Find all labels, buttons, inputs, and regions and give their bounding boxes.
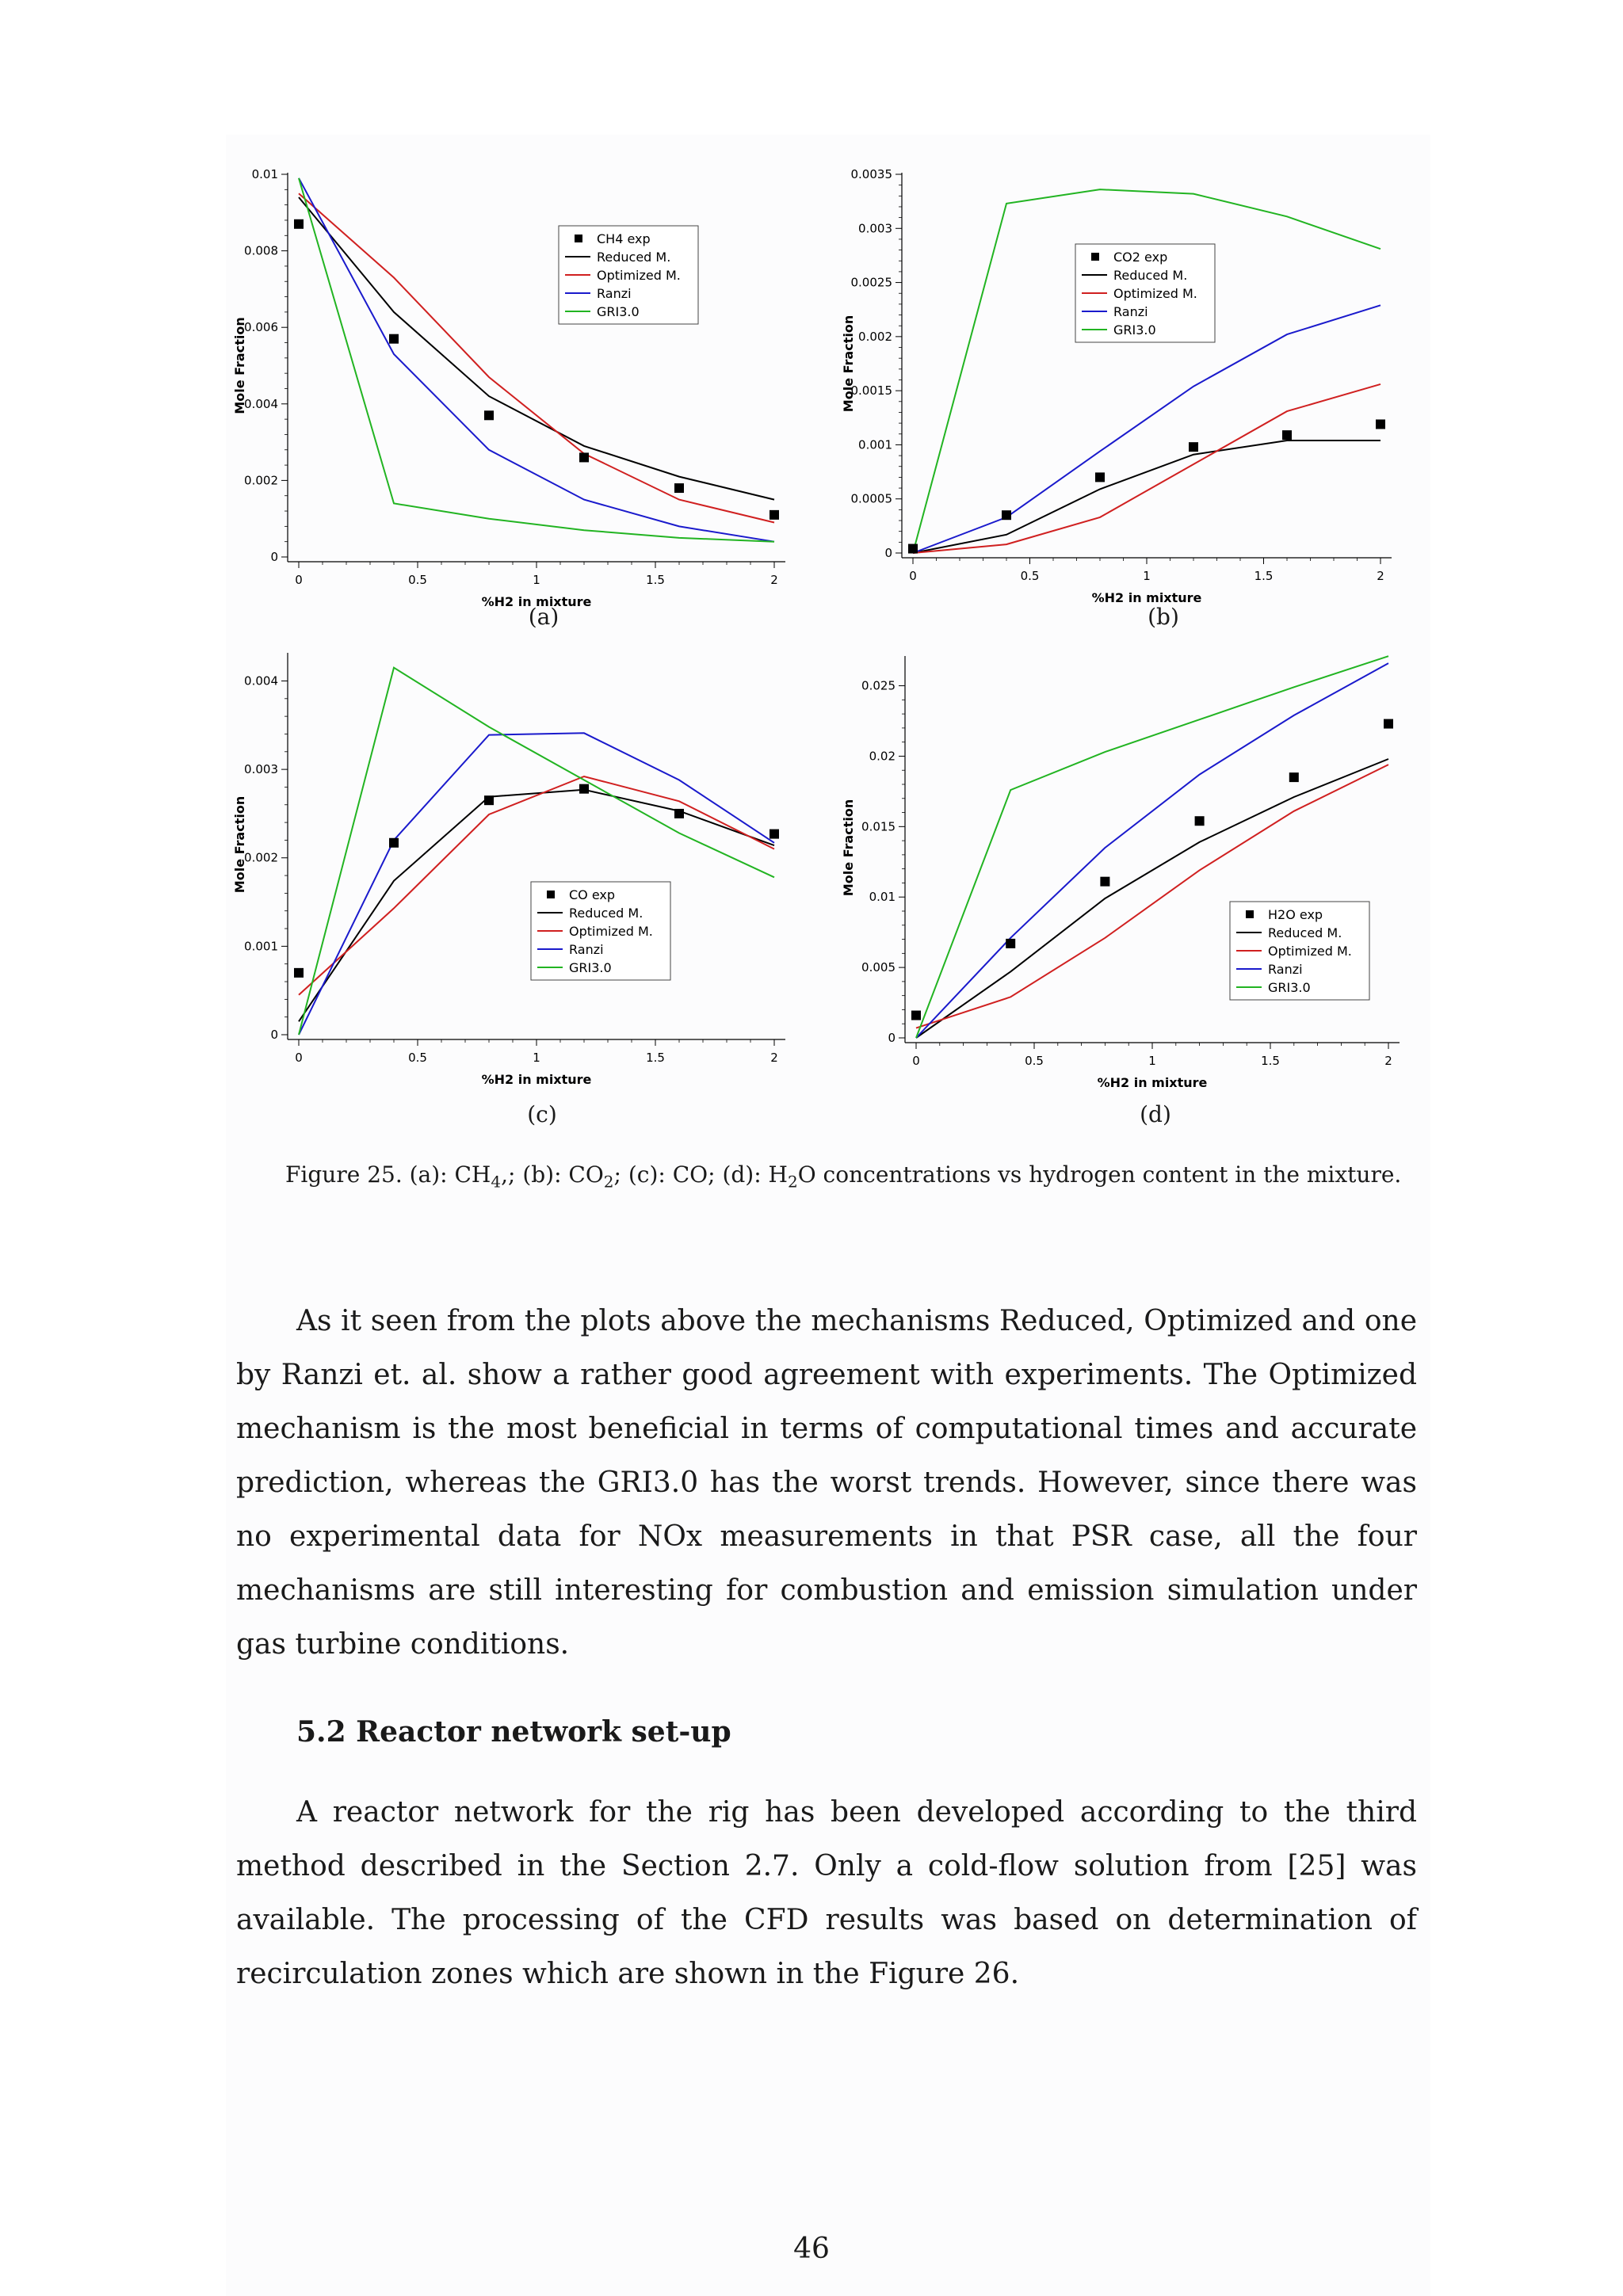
- exp-data-point: [769, 510, 779, 520]
- y-tick-label: 0.01: [869, 890, 896, 905]
- x-tick-label: 0: [912, 1054, 920, 1068]
- x-tick-label: 2: [770, 1051, 778, 1065]
- legend-label: Optimized M.: [1113, 286, 1197, 301]
- chart-co2: [834, 158, 1436, 618]
- chart-legend: [559, 226, 698, 324]
- legend-label: CO2 exp: [1113, 250, 1168, 265]
- y-tick-label: 0.001: [244, 939, 278, 954]
- x-tick-label: 1.5: [646, 1051, 665, 1065]
- legend-label: H2O exp: [1268, 907, 1323, 922]
- exp-data-point: [1189, 442, 1198, 452]
- x-axis-label: %H2 in mixture: [1091, 590, 1202, 605]
- y-tick-label: 0.002: [858, 329, 892, 344]
- exp-data-point: [579, 784, 589, 794]
- y-tick-label: 0.004: [244, 673, 278, 688]
- chart-ch4: [230, 158, 832, 618]
- x-tick-label: 0.5: [408, 1051, 427, 1065]
- y-tick-label: 0.0015: [850, 383, 892, 399]
- figure-caption: Figure 25. (a): $CH_4$,; (b): $CO_2$; (c): CO; (d): $H_2O$ concentrations vs hydrogen content in the mixture.: [285, 1161, 1402, 1192]
- x-tick-label: 2: [1377, 569, 1384, 583]
- legend-label: GRI3.0: [569, 960, 612, 975]
- legend-label: GRI3.0: [597, 304, 640, 319]
- exp-data-point: [579, 452, 589, 462]
- y-tick-label: 0.004: [244, 396, 278, 411]
- y-tick-label: 0.001: [858, 437, 892, 452]
- x-axis-label: %H2 in mixture: [481, 594, 592, 609]
- y-tick-label: 0.015: [861, 819, 896, 834]
- series-line-ranzi: [299, 178, 774, 542]
- x-tick-label: 1: [1148, 1054, 1156, 1068]
- exp-data-point: [908, 544, 918, 554]
- x-tick-label: 0.5: [1020, 569, 1040, 583]
- legend-label: Optimized M.: [597, 268, 681, 283]
- exp-data-point: [911, 1011, 921, 1020]
- exp-data-point: [1289, 772, 1299, 782]
- x-tick-label: 2: [1384, 1054, 1392, 1068]
- subfigure-label-b: (b): [1148, 604, 1179, 630]
- exp-data-point: [1282, 430, 1292, 440]
- exp-data-point: [674, 483, 684, 493]
- x-tick-label: 1.5: [646, 573, 665, 587]
- y-tick-label: 0.003: [244, 762, 278, 777]
- y-tick-label: 0.003: [858, 221, 892, 236]
- exp-data-point: [1100, 877, 1109, 887]
- exp-data-point: [1002, 510, 1011, 520]
- y-axis-label: Mole Fraction: [841, 315, 856, 413]
- legend-label: Reduced M.: [597, 250, 671, 265]
- x-tick-label: 1: [533, 573, 540, 587]
- y-tick-label: 0.005: [861, 960, 896, 975]
- x-tick-label: 0: [295, 1051, 303, 1065]
- y-axis-label: Mole Fraction: [232, 795, 247, 894]
- x-tick-label: 1: [533, 1051, 540, 1065]
- chart-legend: [531, 882, 670, 980]
- exp-data-point: [1376, 419, 1385, 429]
- series-line-optimized-m: [913, 384, 1381, 553]
- exp-data-point: [294, 219, 304, 229]
- y-tick-label: 0.01: [251, 167, 278, 181]
- exp-data-point: [1384, 719, 1393, 729]
- legend-label: Ranzi: [597, 286, 632, 301]
- legend-label: Reduced M.: [1113, 268, 1188, 283]
- exp-data-point: [389, 334, 399, 344]
- y-tick-label: 0.025: [861, 678, 896, 693]
- series-line-optimized-m: [299, 193, 774, 522]
- exp-data-point: [484, 410, 494, 420]
- series-line-reduced-m: [299, 197, 774, 500]
- subfigure-label-a: (a): [528, 604, 559, 630]
- legend-label: Ranzi: [1113, 304, 1148, 319]
- chart-legend: [1075, 244, 1215, 342]
- exp-data-point: [1006, 939, 1015, 948]
- y-tick-label: 0: [270, 1028, 278, 1042]
- legend-label: Ranzi: [1268, 962, 1303, 977]
- exp-data-point: [294, 968, 304, 978]
- exp-data-point: [769, 830, 779, 839]
- paragraph-reactor-network: A reactor network for the rig has been developed according to the third method described in the Section 2.7. Only a cold-flow solution from [25] was available. The processing of the CFD results was based on determination of recirculation zones which are shown in the Figure 26.: [236, 1796, 1417, 1990]
- exp-data-point: [674, 809, 684, 818]
- x-tick-label: 1: [1143, 569, 1151, 583]
- subfigure-label-d: (d): [1140, 1101, 1171, 1127]
- y-tick-label: 0.0005: [850, 491, 892, 506]
- legend-label: Reduced M.: [1268, 925, 1342, 940]
- y-axis-label: Mole Fraction: [232, 317, 247, 414]
- chart-h2o: [834, 640, 1436, 1100]
- y-tick-label: 0: [888, 1031, 896, 1045]
- x-axis-label: %H2 in mixture: [1097, 1075, 1208, 1090]
- y-tick-label: 0.006: [244, 320, 278, 335]
- x-axis-label: %H2 in mixture: [481, 1072, 592, 1087]
- legend-label: Optimized M.: [1268, 944, 1352, 959]
- exp-data-point: [1095, 472, 1105, 482]
- x-tick-label: 2: [770, 573, 778, 587]
- y-tick-label: 0.008: [244, 243, 278, 258]
- legend-label: Ranzi: [569, 942, 604, 957]
- section-heading: 5.2 Reactor network set-up: [296, 1715, 731, 1749]
- legend-label: GRI3.0: [1113, 322, 1156, 338]
- y-tick-label: 0: [270, 550, 278, 564]
- subfigure-label-c: (c): [527, 1101, 557, 1127]
- legend-label: CH4 exp: [597, 231, 651, 246]
- legend-marker: [575, 235, 582, 242]
- x-tick-label: 0.5: [1025, 1054, 1044, 1068]
- y-tick-label: 0.0025: [850, 275, 892, 290]
- page-number: 46: [793, 2233, 830, 2265]
- y-tick-label: 0.002: [244, 473, 278, 488]
- y-axis-label: Mole Fraction: [841, 799, 856, 897]
- legend-label: CO exp: [569, 887, 616, 902]
- x-tick-label: 1.5: [1261, 1054, 1280, 1068]
- y-tick-label: 0.02: [869, 749, 896, 764]
- x-tick-label: 0: [295, 573, 303, 587]
- series-line-gri3-0: [299, 178, 774, 542]
- exp-data-point: [1195, 816, 1205, 826]
- series-line-reduced-m: [913, 441, 1381, 553]
- chart-co: [230, 640, 832, 1100]
- y-tick-label: 0.0035: [850, 167, 892, 181]
- y-tick-label: 0: [884, 546, 892, 560]
- exp-data-point: [389, 838, 399, 848]
- x-tick-label: 1.5: [1254, 569, 1274, 583]
- legend-label: GRI3.0: [1268, 980, 1311, 995]
- chart-legend: [1230, 902, 1369, 1000]
- paragraph-discussion: As it seen from the plots above the mechanisms Reduced, Optimized and one by Ranzi et. al. show a rather good agreement with experiments. The Optimized mechanism is the most beneficial in terms of computational times and accurate prediction, whereas the GRI3.0 has the worst trends. However, since there was no experimental data for NOx measurements in that PSR case, all the four mechanisms are still interesting for combustion and emission simulation under gas turbine conditions.: [236, 1305, 1417, 1661]
- legend-marker: [547, 891, 555, 898]
- y-tick-label: 0.002: [244, 850, 278, 865]
- legend-label: Optimized M.: [569, 924, 653, 939]
- exp-data-point: [484, 795, 494, 805]
- legend-label: Reduced M.: [569, 906, 643, 921]
- legend-marker: [1246, 910, 1254, 918]
- x-tick-label: 0.5: [408, 573, 427, 587]
- legend-marker: [1091, 253, 1099, 261]
- x-tick-label: 0: [909, 569, 917, 583]
